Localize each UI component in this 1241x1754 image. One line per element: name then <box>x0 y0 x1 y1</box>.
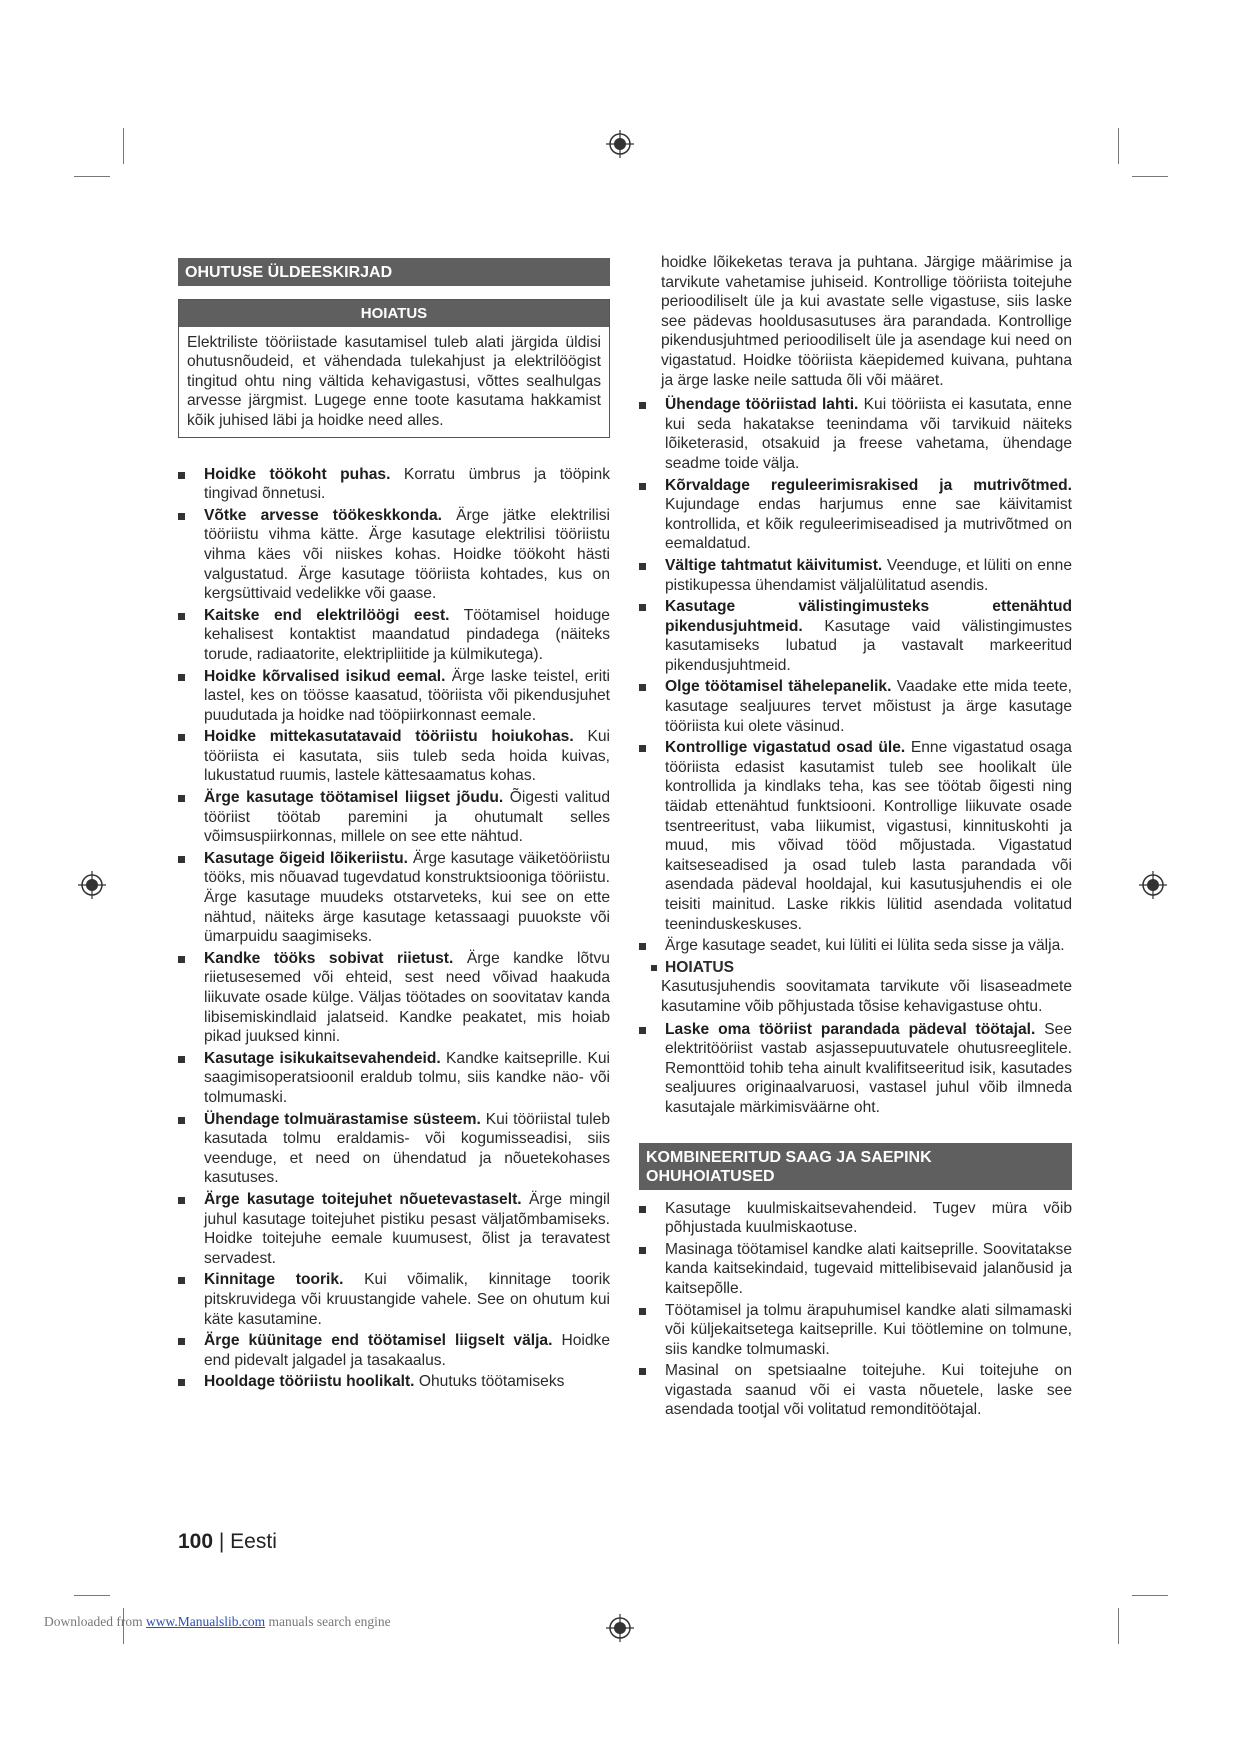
registration-mark-icon <box>77 870 107 900</box>
list-item-title: Võtke arvesse töökeskkonda. <box>204 506 442 524</box>
list-item-text: Korratu ümbrus ja tööpink tingivad õnnetusi. <box>204 465 610 503</box>
registration-mark-icon <box>605 1613 635 1643</box>
list-item <box>178 667 610 726</box>
list-item-text: Ärge jätke elektrilisi tööriistu vihma kätte. Ärge kasutage elektrilisi tööriistu vihma käes või niiskes kohas. Hoidke töökoht hästi valgustatud. Ärge kasutage tööriista kohtades, kus on kergsüttivaid vedelikke või gaase. <box>204 506 610 603</box>
list-item-title: Ühendage tööriistad lahti. <box>665 396 859 414</box>
list-item-text: See elektritööriist vastab asjassepuutuvatele ohutusreeglitele. Remonttöid tohib teha ainult kvalifitseeritud isik, kasutades sealjuures originaalvaruosi, vastasel juhul võib ilmneda kasutajale märkimisväärne oht. <box>665 1020 1072 1116</box>
list-item-title: Kasutage välistingimusteks ettenähtud pikendusjuhtmeid. <box>665 598 1072 635</box>
list-item <box>639 556 1072 595</box>
list-item <box>639 395 1072 473</box>
list-item <box>639 1361 1072 1420</box>
list-item-text: Veenduge, et lüliti on enne pistikupessa ühendamist väljalülitatud asendis. <box>665 556 1072 594</box>
list-item <box>178 727 610 786</box>
download-note <box>44 1614 391 1630</box>
warning-text: Elektriliste tööriistade kasutamisel tuleb alati järgida üldisi ohutusnõudeid, et vähendada tulekahjust ja elektrilöögist tingitud ohtu ning vältida kehavigastusi, võttes sealhulgas arvesse järgmist. Lugege enne toote kasutama hakkamist kõik juhised läbi ja hoidke need alles. <box>187 333 601 429</box>
list-item-text: Töötamisel ja tolmu ärapuhumisel kandke alati silmamaski või küljekaitsetega kaitseprille. Kui töötlemine on tolmune, siis kandke tolmumaski. <box>665 1301 1072 1358</box>
list-item-text: Ärge kasutage väiketööriistu tööks, mis nõuavad tugevdatud konstruktsiooniga tööriistu. Ärge kasutage muudeks otstarveteks, kui see on ette nähtud, näiteks ärge kasutage ketassaagi puuokste või ümarpuidu saagimiseks. <box>204 849 610 946</box>
list-item <box>178 506 610 604</box>
list-item-text: Kasutage vaid välistingimustes kasutamiseks lubatud ja vastavalt markeeritud pikendusjuhtmeid. <box>665 617 1072 674</box>
list-item-text: Kui tööriista ei kasutata, enne kui seda hakatakse teenindama või tarvikuid näiteks lõiketerasid, otsakuid ja freese vahetama, ühendage seadme toide välja. <box>665 396 1072 472</box>
list-item-text: Enne vigastatud osaga tööriista edasist kasutamist tuleb see hoolikalt üle kontrollida ja kindlaks teha, kas see töötab õigesti ning täidab ettenähtud funktsiooni. Kontrollige liikuvate osade tsentreeritust, vaba liikumist, vigastusi, kinnituskohti ja muud, mis võivad tööd mõjustada. Vigastatud kaitseseadised ja osad tuleb lasta parandada või asendada pädeval hooldajal, kui kasutusjuhendis ei ole teisiti mainitud. Laske rikkis lülitid asendada volitatud teeninduskeskuses. <box>665 739 1072 933</box>
right-bullet-list <box>639 395 1072 956</box>
left-column <box>178 258 610 1394</box>
right-column <box>639 253 1072 1422</box>
list-item-text: Õigesti valitud tööriist töötab paremini ja ohutumalt selles võimsuspiirkonnas, millele on see ette nähtud. <box>204 789 610 846</box>
crop-mark <box>123 128 124 164</box>
continuation-paragraph: hoidke lõikeketas terava ja puhtana. Järgige määrimise ja tarvikute vahetamise juhiseid. Kontrollige tööriista toitejuhe perioodiliselt üle ja kui avastate selle vigastuse, siis laske see pädevas hooldusasutuses ära parandada. Kontrollige pikendusjuhtmed perioodiliselt üle ja asendage kui need on vigastatud. Hoidke tööriista käepidemed kuivana, puhtana ja ärge laske neile sattuda õli või määret. <box>661 254 1072 389</box>
list-item-title: Hoidke mittekasutatavaid tööriistu hoiukohas. <box>204 728 574 746</box>
crop-mark <box>1132 176 1168 177</box>
list-item-title: Hoidke töökoht puhas. <box>204 465 391 483</box>
list-item-text: Kui tööriistal tuleb kasutada tolmu eraldamis- või kogumisseadisi, siis veenduge, et need on ühendatud ja nõuetekohases kasutuses. <box>204 1110 610 1187</box>
page-footer <box>178 1530 277 1554</box>
warning-box <box>178 299 610 438</box>
list-item-text: Töötamisel hoiduge kehalisest kontaktist maandatud pindadega (näiteks torude, radiaatorite, elektripliitide ja külmikutega). <box>204 606 610 663</box>
list-item-text: Ärge kandke lõtvu riietusesemed või ehteid, sest need võivad haakuda liikuvate osade külge. Väljas töötades on soovitatav kanda libisemiskindlaid jalatseid. Kandke peakatet, mis hoiab pikad juuksed kinni. <box>204 949 610 1046</box>
list-item-text: Kui võimalik, kinnitage toorik pitskruvidega või kruustangide vahele. See on ohutum kui käte kasutamine. <box>204 1271 610 1328</box>
page-number: 100 <box>178 1530 214 1553</box>
list-item-text: Kasutage kuulmiskaitsevahendeid. Tugev müra võib põhjustada kuulmiskaotuse. <box>665 1199 1072 1237</box>
list-item-title: Kõrvaldage reguleerimisrakised ja mutrivõtmed. <box>665 476 1072 494</box>
list-item <box>178 465 610 504</box>
list-item <box>639 738 1072 934</box>
crop-mark <box>1118 128 1119 164</box>
footer-separator: | <box>213 1530 231 1553</box>
right-bullet-list-3 <box>639 1199 1072 1421</box>
list-item-text: Ärge laske teistel, eriti lastel, kes on töösse kaasatud, tööriista või pikendusjuhet puudutada ja hoidke nad tööpiirkonnast eemale. <box>204 667 610 724</box>
list-item-text: Kujundage endas harjumus enne sae käivitamist kontrollida, et kõik reguleerimiseadised ja mutrivõtmed on eemaldatud. <box>665 496 1072 553</box>
list-item-text: Masinal on spetsiaalne toitejuhe. Kui toitejuhe on vigastada saanud või ei vasta nõuetele, laske see asendada tootjal või volitatud remonditöötajal. <box>665 1362 1072 1419</box>
list-item-text: Ärge kasutage seadet, kui lüliti ei lülita seda sisse ja välja. <box>665 937 1065 955</box>
list-item-title: Hoidke kõrvalised isikud eemal. <box>204 667 446 685</box>
list-item <box>178 1270 610 1329</box>
footer-language: Eesti <box>230 1530 277 1553</box>
list-item-text: Masinaga töötamisel kandke alati kaitseprille. Soovitatakse kanda kaitsekindaid, tugevaid mittelibisevaid jalanõusid ja kaitsepõlle. <box>665 1240 1072 1297</box>
crop-mark <box>1132 1595 1168 1596</box>
list-item-title: Kaitske end elektrilöögi eest. <box>204 606 450 624</box>
list-item-title: Kasutage õigeid lõikeriistu. <box>204 849 408 867</box>
list-item-title: Vältige tahtmatut käivitumist. <box>665 556 883 574</box>
list-item <box>639 1020 1072 1118</box>
list-item <box>178 1049 610 1108</box>
crop-mark <box>74 176 110 177</box>
sub-warning-title: HOIATUS <box>639 958 1072 978</box>
list-item-title: Ärge kasutage töötamisel liigset jõudu. <box>204 789 504 807</box>
list-item <box>178 1372 610 1392</box>
registration-mark-icon <box>605 129 635 159</box>
list-item <box>639 936 1072 956</box>
list-item-text: Kui tööriista ei kasutata, siis tuleb seda hoida kuivas, lukustatud ruumis, lastele kättesaamatus kohas. <box>204 728 610 785</box>
warning-title: HOIATUS <box>179 300 609 327</box>
list-item-title: Kandke tööks sobivat riietust. <box>204 949 454 967</box>
list-item-title: Ärge kasutage toitejuhet nõuetevastaselt. <box>204 1190 522 1208</box>
list-item-title: Ärge küünitage end töötamisel liigselt välja. <box>204 1332 553 1350</box>
list-item <box>639 1301 1072 1360</box>
crop-mark <box>1118 1608 1119 1644</box>
crop-mark <box>74 1595 110 1596</box>
section-heading-combined-saw: KOMBINEERITUD SAAG JA SAEPINK OHUHOIATUSED <box>639 1143 1072 1190</box>
list-item-title: Kasutage isikukaitsevahendeid. <box>204 1049 441 1067</box>
list-item-text: Kandke kaitseprille. Kui saagimisoperatsioonil eraldub tolmu, siis kandke näo- või tolmumaski. <box>204 1049 610 1106</box>
list-item <box>178 1190 610 1268</box>
download-prefix: Downloaded from <box>44 1614 146 1629</box>
left-bullet-list <box>178 465 610 1392</box>
registration-mark-icon <box>1138 870 1168 900</box>
list-item-title: Ühendage tolmuärastamise süsteem. <box>204 1110 481 1128</box>
list-item <box>178 1331 610 1370</box>
list-item <box>178 606 610 665</box>
list-item <box>639 476 1072 554</box>
manualslib-link[interactable]: www.Manualslib.com <box>145 1614 266 1629</box>
list-item-title: Olge töötamisel tähelepanelik. <box>665 678 892 696</box>
list-item <box>178 788 610 847</box>
list-item <box>639 1240 1072 1299</box>
list-item <box>639 1199 1072 1238</box>
sub-warning-text: Kasutusjuhendis soovitamata tarvikute või lisaseadmete kasutamine võib põhjustada tõsise kehavigastuse ohtu. <box>661 978 1072 1015</box>
list-item-title: Kinnitage toorik. <box>204 1271 344 1289</box>
list-item <box>178 849 610 947</box>
section-heading-general-safety: OHUTUSE ÜLDEESKIRJAD <box>178 258 610 286</box>
list-item-title: Laske oma tööriist parandada pädeval töötajal. <box>665 1020 1036 1038</box>
list-item-text: Ärge mingil juhul kasutage toitejuhet pistiku pesast väljatõmbamiseks. Hoidke toitejuhe eemale kuumusest, õlist ja teravatest servadest. <box>204 1190 610 1267</box>
list-item-text: Hoidke end pidevalt jalgadel ja tasakaalus. <box>204 1332 611 1369</box>
list-item <box>178 1110 610 1188</box>
list-item <box>639 677 1072 736</box>
download-suffix: manuals search engine <box>265 1614 391 1629</box>
list-item-text: Ohutuks töötamiseks <box>414 1373 565 1391</box>
list-item-title: Kontrollige vigastatud osad üle. <box>665 739 906 757</box>
list-item-text: Vaadake ette mida teete, kasutage sealjuures tervet mõistust ja ärge kasutage tööriista kui olete väsinud. <box>665 678 1072 735</box>
right-bullet-list-2 <box>639 1020 1072 1118</box>
list-item-title: Hooldage tööriistu hoolikalt. <box>204 1373 415 1391</box>
list-item <box>639 597 1072 675</box>
list-item <box>178 949 610 1047</box>
